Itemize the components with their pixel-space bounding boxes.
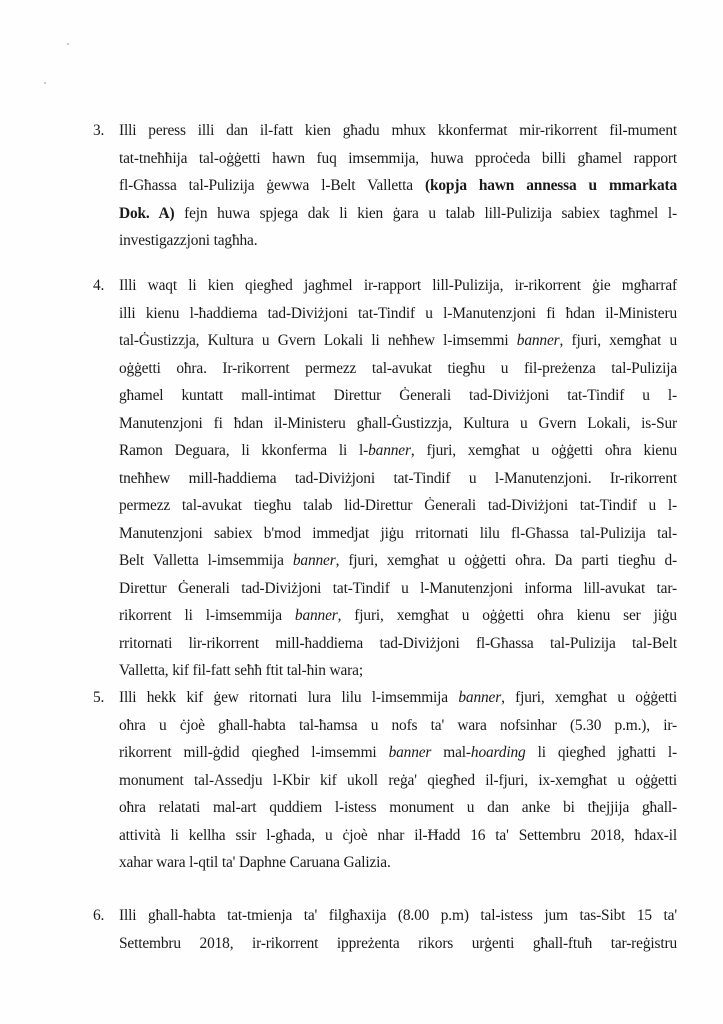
- bold-reference: (kopja hawn annessa u mmarkata: [425, 177, 678, 194]
- numbered-paragraph-3: [93, 117, 677, 255]
- text-line: tat-tneħħija tal-oġġetti hawn fuq imsemmija, huwa pproċeda billi għamel rapport: [119, 149, 677, 167]
- text-line: illi kienu l-ħaddiema tad-Diviżjoni tat-Tindif u l-Manutenzjoni fi ħdan il-Ministeru: [119, 304, 677, 322]
- text-line: Manutenzjoni sabiex b'mod immedjat jiġu rritornati lilu fl-Għassa tal-Pulizija tal-: [119, 524, 677, 542]
- paragraph-number: 5.: [93, 689, 105, 706]
- text-line: Illi għall-ħabta tat-tmienja ta' filgħaxija (8.00 p.m) tal-istess jum tas-Sibt 15 ta': [119, 907, 677, 924]
- text-line: Settembru 2018, ir-rikorrent ippreżenta rikors urġenti għall-ftuħ tar-reġistru: [119, 934, 677, 952]
- text-line: għamel kuntatt mall-intimat Direttur Ġenerali tad-Diviżjoni tat-Tindif u l-: [119, 387, 677, 404]
- paragraph-body: [119, 902, 677, 957]
- text-line: Ramon Deguara, li kkonferma li l-banner, fjuri, xemgħat u oġġetti oħra kienu: [119, 442, 677, 459]
- paragraph-number: 4.: [93, 277, 105, 294]
- text-line: Dok. A) fejn huwa spjega dak li kien ġara u talab lill-Pulizija sabiex tagħmel l-: [119, 204, 677, 222]
- paragraph-body: [119, 117, 677, 255]
- text-line: permezz tal-avukat tiegħu talab lid-Direttur Ġenerali tad-Diviżjoni tat-Tindif u l-: [119, 497, 677, 514]
- text-line: Belt Valletta l-imsemmija banner, fjuri, xemgħat u oġġetti oħra. Da parti tiegħu d-: [119, 552, 677, 569]
- text-line: oħra relatati mal-art quddiem l-istess monument u dan anke bi tħejjija għall-: [119, 799, 677, 816]
- text-line: xahar wara l-qtil ta' Daphne Caruana Galizia.: [119, 854, 391, 871]
- scan-speck: [67, 43, 69, 45]
- text-line: Illi peress illi dan il-fatt kien għadu mhux kkonfermat mir-rikorrent fil-mument: [119, 122, 677, 139]
- text-line: fl-Għassa tal-Pulizija ġewwa l-Belt Valletta (kopja hawn annessa u mmarkata: [119, 177, 678, 194]
- text-line: rikorrent mill-ġdid qiegħed l-imsemmi banner mal-hoarding li qiegħed jgħatti l-: [119, 744, 677, 761]
- text-line: Illi waqt li kien qiegħed jagħmel ir-rapport lill-Pulizija, ir-rikorrent ġie mgħarraf: [119, 277, 677, 294]
- text-line: attività li kellha ssir l-għada, u ċjoè nhar il-Ħadd 16 ta' Settembru 2018, ħdax-il: [119, 826, 677, 844]
- text-line: investigazzjoni tagħha.: [119, 232, 258, 249]
- text-line: rritornati lir-rikorrent mill-ħaddiema tad-Diviżjoni fl-Għassa tal-Pulizija tal-Belt: [119, 634, 677, 652]
- text-line: Valletta, kif fil-fatt seħħ ftit tal-ħin wara;: [119, 662, 363, 679]
- paragraph-body: [119, 272, 677, 685]
- text-line: oħra u ċjoè għall-ħabta tal-ħamsa u nofs ta' wara nofsinhar (5.30 p.m.), ir-: [119, 716, 677, 734]
- numbered-paragraph-5: [93, 684, 677, 877]
- numbered-paragraph-6: [93, 902, 677, 957]
- text-line: Direttur Ġenerali tad-Diviżjoni tat-Tindif u l-Manutenzjoni informa lill-avukat tar-: [119, 579, 677, 597]
- text-line: oġġetti oħra. Ir-rikorrent permezz tal-avukat tiegħu u fil-preżenza tal-Pulizija: [119, 359, 677, 377]
- text-line: Illi hekk kif ġew ritornati lura lilu l-imsemmija banner, fjuri, xemgħat u oġġetti: [119, 689, 677, 706]
- text-line: monument tal-Assedju l-Kbir kif ukoll reġa' qiegħed il-fjuri, ix-xemgħat u oġġetti: [119, 771, 677, 789]
- text-line: tneħħew mill-ħaddiema tad-Diviżjoni tat-Tindif u l-Manutenzjoni. Ir-rikorrent: [119, 469, 677, 487]
- paragraph-body: [119, 684, 677, 877]
- bold-reference: Dok. A): [119, 204, 175, 222]
- numbered-paragraph-4: [93, 272, 677, 685]
- paragraph-number: 3.: [93, 122, 105, 139]
- text-line: tal-Ġustizzja, Kultura u Gvern Lokali li neħħew l-imsemmi banner, fjuri, xemgħat u: [119, 332, 677, 349]
- scan-speck: [44, 82, 46, 84]
- paragraph-number: 6.: [93, 907, 105, 924]
- text-line: rikorrent li l-imsemmija banner, fjuri, xemgħat u oġġetti oħra kienu ser jiġu: [119, 607, 677, 624]
- text-line: Manutenzjoni fi ħdan il-Ministeru għall-Ġustizzja, Kultura u Gvern Lokali, is-Sur: [119, 414, 677, 432]
